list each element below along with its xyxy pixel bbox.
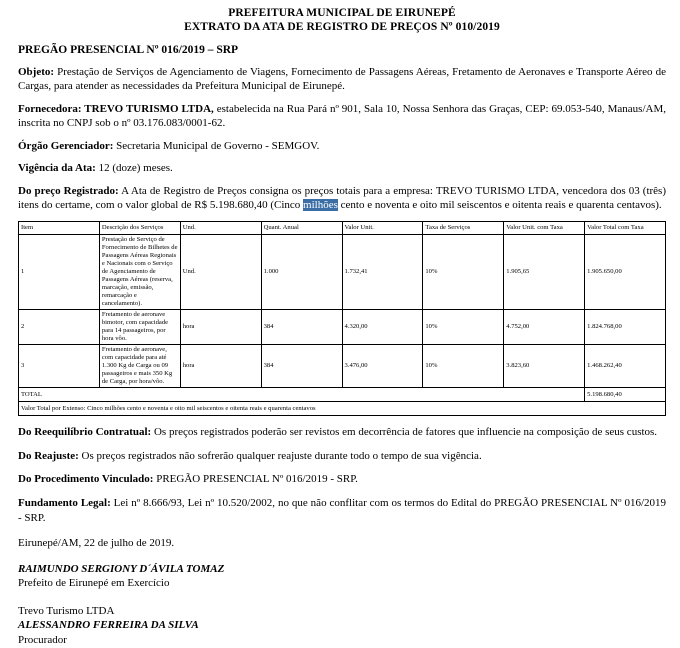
vigencia-text: 12 (doze) meses. [95,162,173,175]
cell-quant: 1.000 [261,234,342,309]
reajuste-label: Do Reajuste: [18,449,79,462]
cell-item: 3 [19,345,100,388]
cell-item: 1 [19,234,100,309]
cell-valor-unit: 4.320,00 [342,310,423,345]
fornecedora-company: TREVO TURISMO LTDA, [81,102,214,115]
table-extenso-row [19,402,666,416]
vigencia-label: Vigência da Ata: [18,162,96,175]
vigencia-paragraph [18,161,666,176]
col-und: Und. [180,221,261,234]
reajuste-text: Os preços registrados não sofrerão qualquer reajuste durante todo o tempo de sua vigência. [78,449,482,462]
table-total-row [19,388,666,402]
company-signatory-role: Procurador [18,633,67,646]
preco-registrado-text-after: cento e noventa e oito mil seiscentos e oitenta reais e quarenta centavos). [337,199,662,212]
cell-valor-total-taxa: 1.905.650,00 [585,234,666,309]
cell-valor-total-taxa: 1.468.262,40 [585,345,666,388]
cell-descricao: Fretamento de aeronave bimotor, com capacidade para 14 passageiros, por hora vôo. [99,310,180,345]
col-taxa-servicos: Taxa de Serviços [423,221,504,234]
reequilibrio-paragraph [18,425,666,440]
reajuste-paragraph [18,449,666,464]
fornecedora-text: estabelecida na Rua Pará nº 901, Sala 10, Nossa Senhora das Graças, CEP: 69.053-540, Manaus/AM, inscrita no CNPJ sob o nº 03.176.083/0001-62. [18,102,666,130]
cell-und: hora [180,310,261,345]
total-label: TOTAL [19,388,585,402]
header-line-2: EXTRATO DA ATA DE REGISTRO DE PREÇOS Nº 010/2019 [184,21,500,34]
orgao-text: Secretaria Municipal de Governo - SEMGOV. [113,139,320,152]
cell-valor-total-taxa: 1.824.768,00 [585,310,666,345]
objeto-paragraph [18,65,666,94]
reequilibrio-text: Os preços registrados poderão ser revistos em decorrência de fatores que influencie na composição de seus custos. [151,426,658,439]
col-valor-unit: Valor Unit. [342,221,423,234]
fundamento-text: Lei nº 8.666/93, Lei nº 10.520/2002, no que não conflitar com os termos do Edital do PREGÃO PRESENCIAL Nº 016/2019 - SRP. [18,496,666,524]
cell-valor-unit-taxa: 3.823,60 [504,345,585,388]
orgao-paragraph [18,139,666,154]
document-header [18,6,666,35]
cell-und: hora [180,345,261,388]
cell-valor-unit-taxa: 4.752,00 [504,310,585,345]
table-header-row [19,221,666,234]
table-row [19,234,666,309]
cell-item: 2 [19,310,100,345]
procedimento-label: Do Procedimento Vinculado: [18,473,154,486]
procedimento-text: PREGÃO PRESENCIAL Nº 016/2019 - SRP. [153,473,358,486]
signature-block-prefeito [18,562,666,591]
col-valor-total-taxa: Valor Total com Taxa [585,221,666,234]
cell-und: Und. [180,234,261,309]
cell-valor-unit: 3.476,00 [342,345,423,388]
company-name: Trevo Turismo LTDA [18,604,115,617]
cell-descricao: Fretamento de aeronave, com capacidade para até 1.300 Kg de Carga ou 09 passageiros e mais 350 Kg de Carga, por hora/vôo. [99,345,180,388]
reequilibrio-label: Do Reequilíbrio Contratual: [18,426,152,439]
col-descricao: Descrição dos Serviços [99,221,180,234]
local-data: Eirunepé/AM, 22 de julho de 2019. [18,537,175,550]
company-signatory-name: ALESSANDRO FERREIRA DA SILVA [18,619,199,632]
fornecedora-label: Fornecedora: [18,102,82,115]
cell-valor-unit: 1.732,41 [342,234,423,309]
fundamento-paragraph [18,496,666,525]
preco-registrado-paragraph [18,184,666,213]
cell-valor-unit-taxa: 1.905,65 [504,234,585,309]
col-item: Item [19,221,100,234]
header-line-1: PREFEITURA MUNICIPAL DE EIRUNEPÉ [228,7,456,19]
signature-role: Prefeito de Eirunepé em Exercício [18,577,170,590]
signature-name: RAIMUNDO SERGIONY D´ÁVILA TOMAZ [18,563,225,576]
col-quant-anual: Quant. Anual [261,221,342,234]
fundamento-label: Fundamento Legal: [18,496,111,509]
cell-descricao: Prestação de Serviço de Fornecimento de Bilhetes de Passagens Aéreas Regionais e Nacionais com o Serviço de Agenciamento de Passagens Aéreas (reserva, marcação, emissão, remarcação e cancelamento). [99,234,180,309]
signature-block-empresa [18,604,666,648]
objeto-text: Prestação de Serviços de Agenciamento de Viagens, Fornecimento de Passagens Aéreas, Fretamento de Aeronaves e Transporte Aéreo de Cargas, para atender as necessidades da Prefeitura Municipal de Eirunepé. [18,65,666,93]
cell-taxa: 10% [423,234,504,309]
orgao-label: Órgão Gerenciador: [18,139,114,152]
col-valor-unit-taxa: Valor Unit. com Taxa [504,221,585,234]
preco-registrado-label: Do preço Registrado: [18,184,119,197]
total-extenso: Valor Total por Extenso: Cinco milhões cento e noventa e oito mil seiscentos e oitenta reais e quarenta centavos [19,402,666,416]
preco-registrado-text-before: A Ata de Registro de Preços consigna os preços totais para a empresa: TREVO TURISMO LTDA, vencedora dos 03 (três) itens do certame, com o valor global de R$ 5.198.680,40 (Cinco [18,184,667,212]
cell-quant: 384 [261,345,342,388]
table-row [19,345,666,388]
total-value: 5.198.680,40 [585,388,666,402]
page-title: PREGÃO PRESENCIAL Nº 016/2019 – SRP [18,43,239,56]
preco-registrado-highlight: milhões [303,199,338,212]
cell-taxa: 10% [423,310,504,345]
fornecedora-paragraph [18,102,666,131]
table-row [19,310,666,345]
procedimento-paragraph [18,472,666,487]
cell-quant: 384 [261,310,342,345]
price-registry-table [18,221,666,417]
objeto-label: Objeto: [18,65,55,78]
cell-taxa: 10% [423,345,504,388]
